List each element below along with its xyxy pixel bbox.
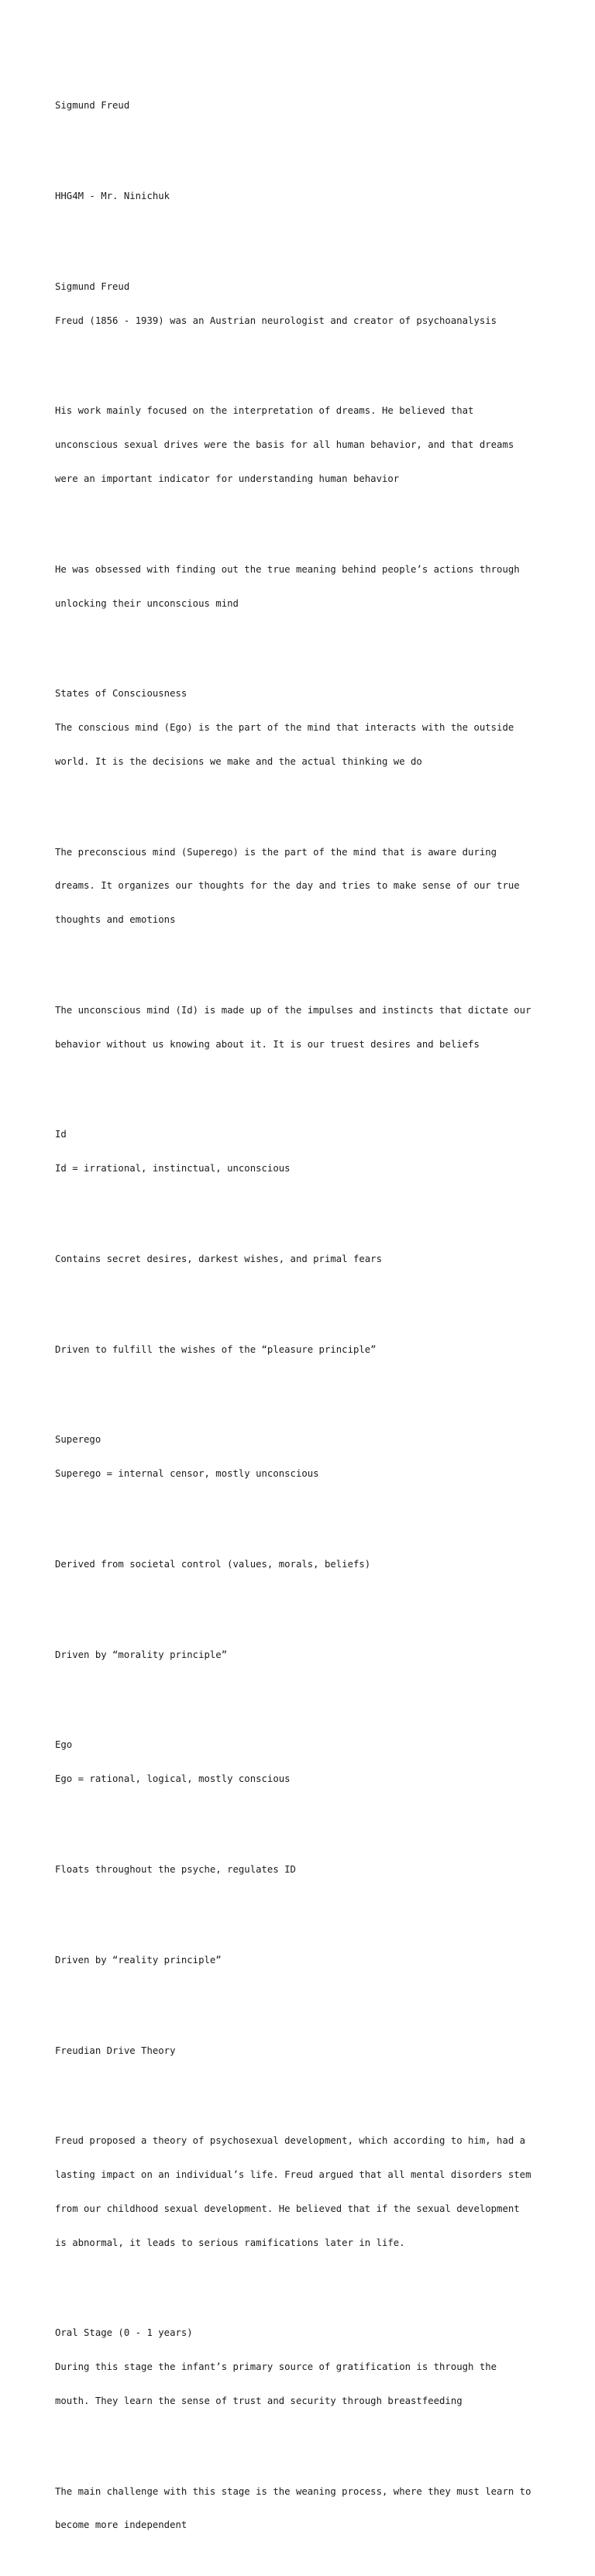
text-line: mouth. They learn the sense of trust and security through breastfeeding [55, 2395, 463, 2406]
text-line: During this stage the infant’s primary source of gratification is through the [55, 2361, 497, 2373]
section-heading: States of Consciousness [55, 688, 187, 700]
text-line: behavior without us knowing about it. It is our truest desires and beliefs [55, 1038, 480, 1050]
paragraph-ego [55, 1717, 551, 1807]
text-line: Ego = rational, logical, mostly conscious [55, 1773, 291, 1785]
paragraph-id [55, 1106, 551, 1197]
section-heading: Oral Stage (0 - 1 years) [55, 2327, 193, 2339]
doc-title: Sigmund Freud [55, 100, 130, 112]
course-line: HHG4M - Mr. Ninichuk [55, 191, 170, 202]
text-line: lasting impact on an individual’s life. Freud argued that all mental disorders stem [55, 2169, 531, 2181]
text-line: Id = irrational, instinctual, unconscious [55, 1163, 291, 1175]
paragraph-intro [55, 259, 551, 349]
text-line: unlocking their unconscious mind [55, 597, 239, 609]
text-line: from our childhood sexual development. He believed that if the sexual development [55, 2203, 520, 2214]
text-line: thoughts and emotions [55, 914, 176, 926]
section-heading: Id [55, 1129, 67, 1140]
text-line: The preconscious mind (Superego) is the part of the mind that is aware during [55, 846, 497, 858]
paragraph-superego [55, 1412, 551, 1502]
text-line: Driven by “reality principle” [55, 1954, 222, 1966]
paragraph-weaning [55, 2463, 551, 2554]
paragraph-ego-floats [55, 1842, 551, 1898]
section-heading: Sigmund Freud [55, 280, 130, 292]
section-heading: Ego [55, 1739, 73, 1751]
document-page [55, 55, 551, 2576]
paragraph-unconscious [55, 982, 551, 1073]
paragraph-preconscious [55, 824, 551, 948]
paragraph-drive-theory [55, 2022, 551, 2079]
paragraph-psychosexual [55, 2113, 551, 2271]
text-line: He was obsessed with finding out the true meaning behind people’s actions through [55, 563, 520, 575]
paragraph-id-desires [55, 1231, 551, 1288]
text-line: Floats throughout the psyche, regulates ID [55, 1864, 296, 1875]
paragraph-ego-driven [55, 1932, 551, 1989]
paragraph-obsessed [55, 542, 551, 632]
text-line: world. It is the decisions we make and the actual thinking we do [55, 755, 422, 767]
text-line: is abnormal, it leads to serious ramifications later in life. [55, 2237, 405, 2248]
paragraph-oral-stage [55, 2305, 551, 2430]
text-line: Superego = internal censor, mostly unconscious [55, 1468, 319, 1480]
paragraph-id-driven [55, 1322, 551, 1378]
text-line: dreams. It organizes our thoughts for the day and tries to make sense of our true [55, 880, 520, 892]
paragraph-course [55, 168, 551, 225]
text-line: Freud (1856 - 1939) was an Austrian neurologist and creator of psychoanalysis [55, 315, 497, 326]
text-line: were an important indicator for understanding human behavior [55, 473, 400, 484]
text-line: become more independent [55, 2519, 187, 2531]
text-line: Contains secret desires, darkest wishes, and primal fears [55, 1253, 382, 1264]
text-line: The main challenge with this stage is the weaning process, where they must learn to [55, 2485, 531, 2497]
text-line: Driven by “morality principle” [55, 1649, 228, 1660]
text-line: Freud proposed a theory of psychosexual development, which according to him, had a [55, 2135, 526, 2147]
text-line: His work mainly focused on the interpretation of dreams. He believed that [55, 405, 474, 417]
text-line: Driven to fulfill the wishes of the “pleasure principle” [55, 1343, 377, 1355]
paragraph-title [55, 77, 551, 134]
paragraph-superego-derived [55, 1536, 551, 1593]
paragraph-states [55, 665, 551, 790]
text-line: Derived from societal control (values, morals, beliefs) [55, 1558, 371, 1570]
paragraph-superego-driven [55, 1627, 551, 1684]
paragraph-dreams [55, 383, 551, 507]
text-line: unconscious sexual drives were the basis for all human behavior, and that dreams [55, 439, 514, 451]
section-heading: Freudian Drive Theory [55, 2045, 176, 2056]
text-line: The unconscious mind (Id) is made up of the impulses and instincts that dictate our [55, 1004, 531, 1016]
text-line: The conscious mind (Ego) is the part of the mind that interacts with the outside [55, 722, 514, 734]
section-heading: Superego [55, 1434, 101, 1446]
